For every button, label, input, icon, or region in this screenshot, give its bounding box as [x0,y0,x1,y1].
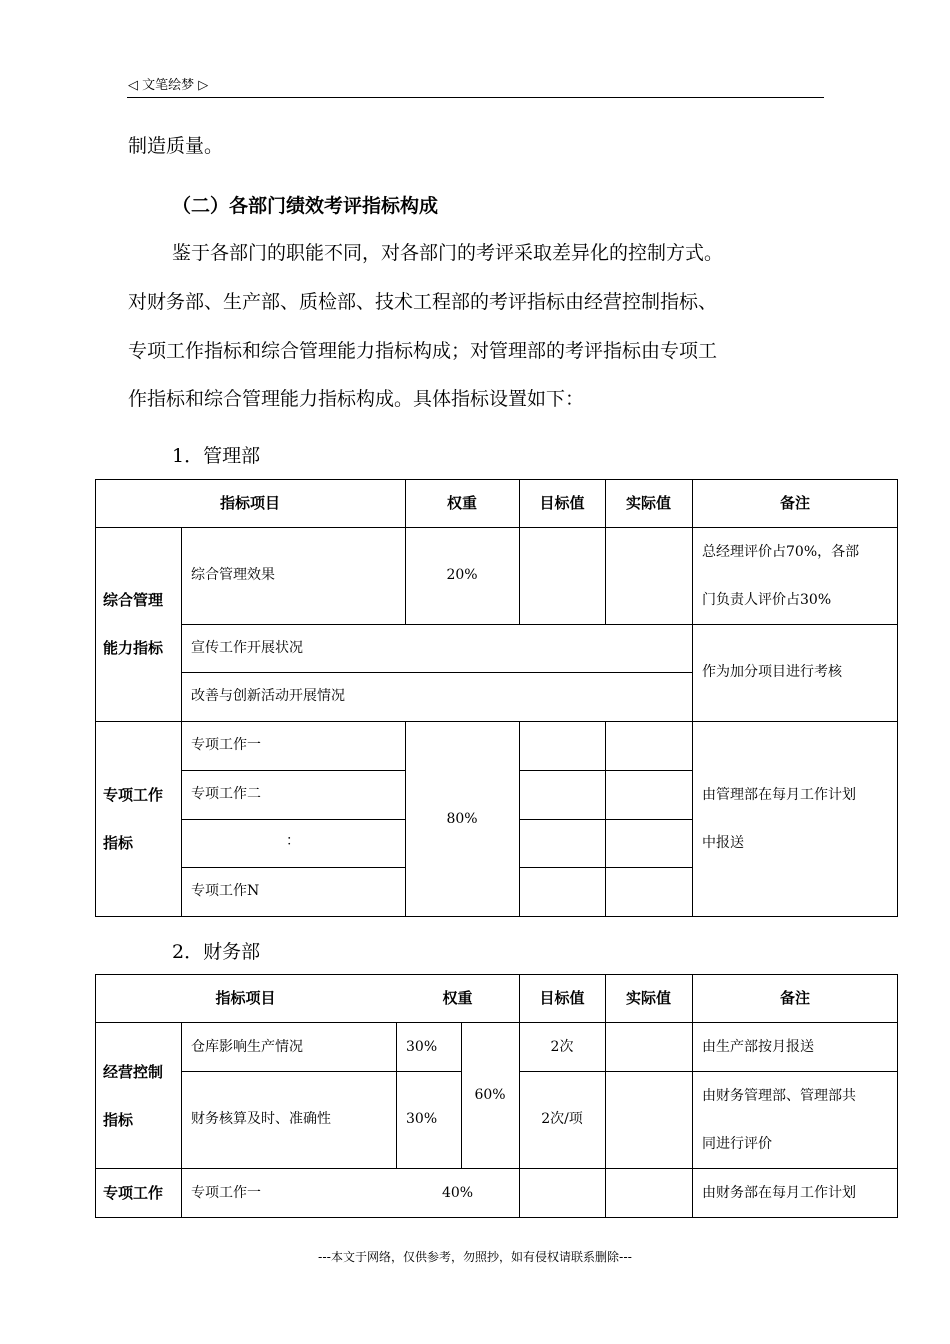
t2-r2-target: 2次/项 [541,1111,583,1127]
t1-category-management-ability: 综合管理 能力指标 [103,591,164,657]
para-line-4: 作指标和综合管理能力指标构成。具体指标设置如下： [128,388,585,410]
para-line-2: 对财务部、生产部、质检部、技术工程部的考评指标由经营控制指标、 [128,291,718,313]
subheading-management: 1．管理部 [172,445,261,467]
t1-r2-item: 宣传工作开展状况 [191,640,303,656]
t2-r2-note: 由财务管理部、管理部共 同进行评价 [702,1088,856,1152]
t1-sp-item-ellipsis: ： [286,833,300,849]
t2-r1-target: 2次 [550,1039,574,1055]
t1-category-special-work: 专项工作 指标 [103,786,164,852]
t2-r1-weight: 30% [406,1039,438,1055]
t1-sp-item-1: 专项工作一 [191,737,261,753]
t1-header-note: 备注 [779,494,810,512]
t1-r1-item: 综合管理效果 [191,567,275,583]
t2-r3-item: 专项工作一 [191,1185,261,1201]
para-line-1: 鉴于各部门的职能不同，对各部门的考评采取差异化的控制方式。 [172,242,724,264]
t2-r2-weight: 30% [406,1111,438,1127]
t2-category-operation-control: 经营控制 指标 [103,1063,164,1129]
t1-header-weight: 权重 [446,494,477,512]
t1-sp-weight: 80% [446,811,478,827]
t1-header-actual: 实际值 [625,494,671,512]
body-line-top: 制造质量。 [128,135,224,157]
t1-r1-note: 总经理评价占70%，各部 门负责人评价占30% [702,544,860,608]
t2-header-actual: 实际值 [625,989,671,1007]
page-header: ◁ 文笔绘梦 ▷ [128,78,209,93]
t2-r3-note: 由财务部在每月工作计划 [702,1185,856,1201]
t2-r1-note: 由生产部按月报送 [702,1039,814,1055]
t1-sp-item-n: 专项工作N [191,883,260,899]
t2-r1-item: 仓库影响生产情况 [191,1039,303,1055]
t2-group-weight: 60% [474,1087,506,1103]
t2-r3-weight: 40% [441,1185,474,1201]
t1-r23-note: 作为加分项目进行考核 [702,664,842,680]
page-footer: ---本文于网络，仅供参考，勿照抄，如有侵权请联系删除--- [318,1250,632,1264]
t1-r1-weight: 20% [446,567,478,583]
t2-category-special-work: 专项工作 [103,1184,164,1202]
t1-sp-item-2: 专项工作二 [191,786,261,802]
t2-header-note: 备注 [779,989,810,1007]
para-line-3: 专项工作指标和综合管理能力指标构成；对管理部的考评指标由专项工 [128,340,718,362]
table-finance [95,974,898,1218]
t1-sp-note: 由管理部在每月工作计划 中报送 [702,787,856,851]
t1-header-target: 目标值 [539,494,585,512]
header-divider [127,97,824,98]
subheading-finance: 2．财务部 [172,941,261,963]
t2-r2-item: 财务核算及时、准确性 [191,1111,331,1127]
section-heading: （二）各部门绩效考评指标构成 [172,195,439,217]
t2-header-weight: 权重 [442,989,473,1007]
t1-r3-item: 改善与创新活动开展情况 [191,688,345,704]
t2-header-target: 目标值 [539,989,585,1007]
t2-header-item: 指标项目 [215,989,276,1007]
t1-header-item: 指标项目 [219,494,280,512]
table-management [95,479,898,917]
